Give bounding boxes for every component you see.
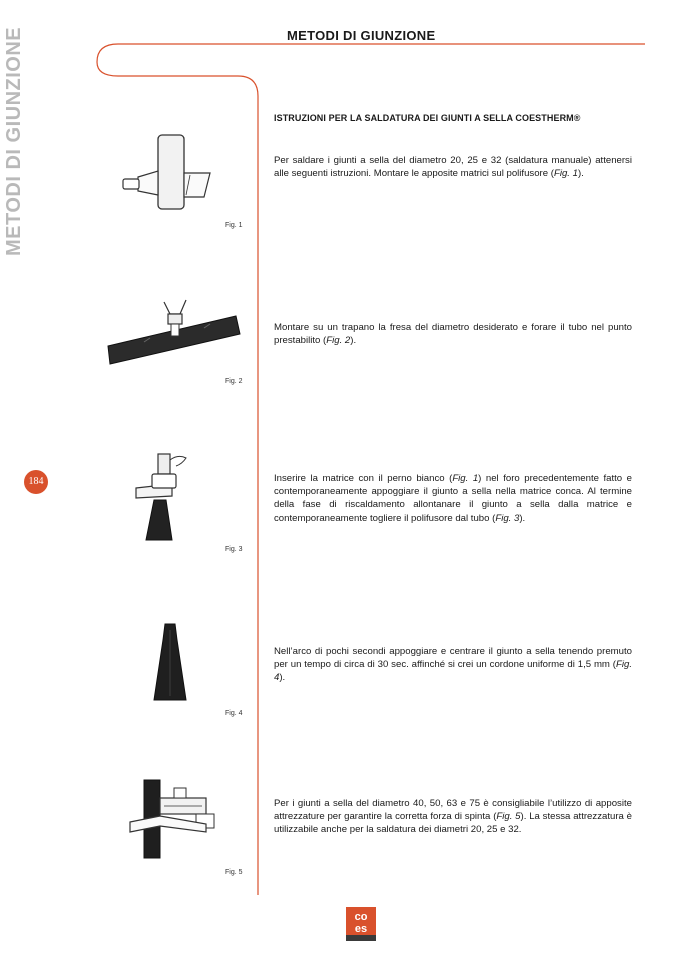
fig-2-drill-pipe-illustration xyxy=(104,294,244,370)
sidebar-section-label xyxy=(3,26,25,258)
step-4-text: Nell’arco di pochi secondi appoggiare e centrare il giunto a sella tenendo premuto per un tempo di circa di 30 sec. affinché si crei un cordone uniforme di 1,5 mm (Fig. 4). xyxy=(274,646,632,684)
step-3-text: Inserire la matrice con il perno bianco (Fig. 1) nel foro precedentemente fatto e contemporaneamente appoggiare il giunto a sella nella matrice conca. Al termine della fase di riscaldamento allontanare il giunto a sella dalla matrice e contemporaneamente togliere il polifusore dal tubo (Fig. 3). xyxy=(274,473,632,524)
logo-line-2: es xyxy=(354,923,368,935)
fig-4-caption: Fig. 4 xyxy=(225,710,243,717)
brand-logo-mark xyxy=(346,907,376,941)
fig-3-saddle-illustration xyxy=(132,450,202,542)
sidebar-label-text: METODI DI GIUNZIONE xyxy=(3,26,25,256)
section-heading: ISTRUZIONI PER LA SALDATURA DEI GIUNTI A SELLA COESTHERM® xyxy=(274,113,581,123)
fig-1-caption: Fig. 1 xyxy=(225,222,243,229)
fig-3-caption: Fig. 3 xyxy=(225,546,243,553)
step-5-text: Per i giunti a sella del diametro 40, 50, 63 e 75 è consigliabile l’utilizzo di apposite attrezzature per garantire la corretta forza di spinta (Fig. 5). La stessa attrezzatura è utilizzabile anche per la saldatura dei diametri 20, 25 e 32. xyxy=(274,798,632,836)
fig-5-clamp-tool-illustration xyxy=(124,776,224,860)
page-title: METODI DI GIUNZIONE xyxy=(287,28,436,43)
page-number-badge: 184 xyxy=(24,470,48,494)
fig-2-caption: Fig. 2 xyxy=(225,378,243,385)
brand-logo xyxy=(346,907,376,941)
fig-1-heater-illustration xyxy=(118,133,218,213)
logo-line-1: co xyxy=(354,911,368,923)
step-2-text: Montare su un trapano la fresa del diametro desiderato e forare il tubo nel punto prestabilito (Fig. 2). xyxy=(274,322,632,347)
step-1-text: Per saldare i giunti a sella del diametro 20, 25 e 32 (saldatura manuale) attenersi alle seguenti istruzioni. Montare le apposite matrici sul polifusore (Fig. 1). xyxy=(274,155,632,180)
fig-5-caption: Fig. 5 xyxy=(225,869,243,876)
fig-4-fitting-illustration xyxy=(150,620,190,702)
